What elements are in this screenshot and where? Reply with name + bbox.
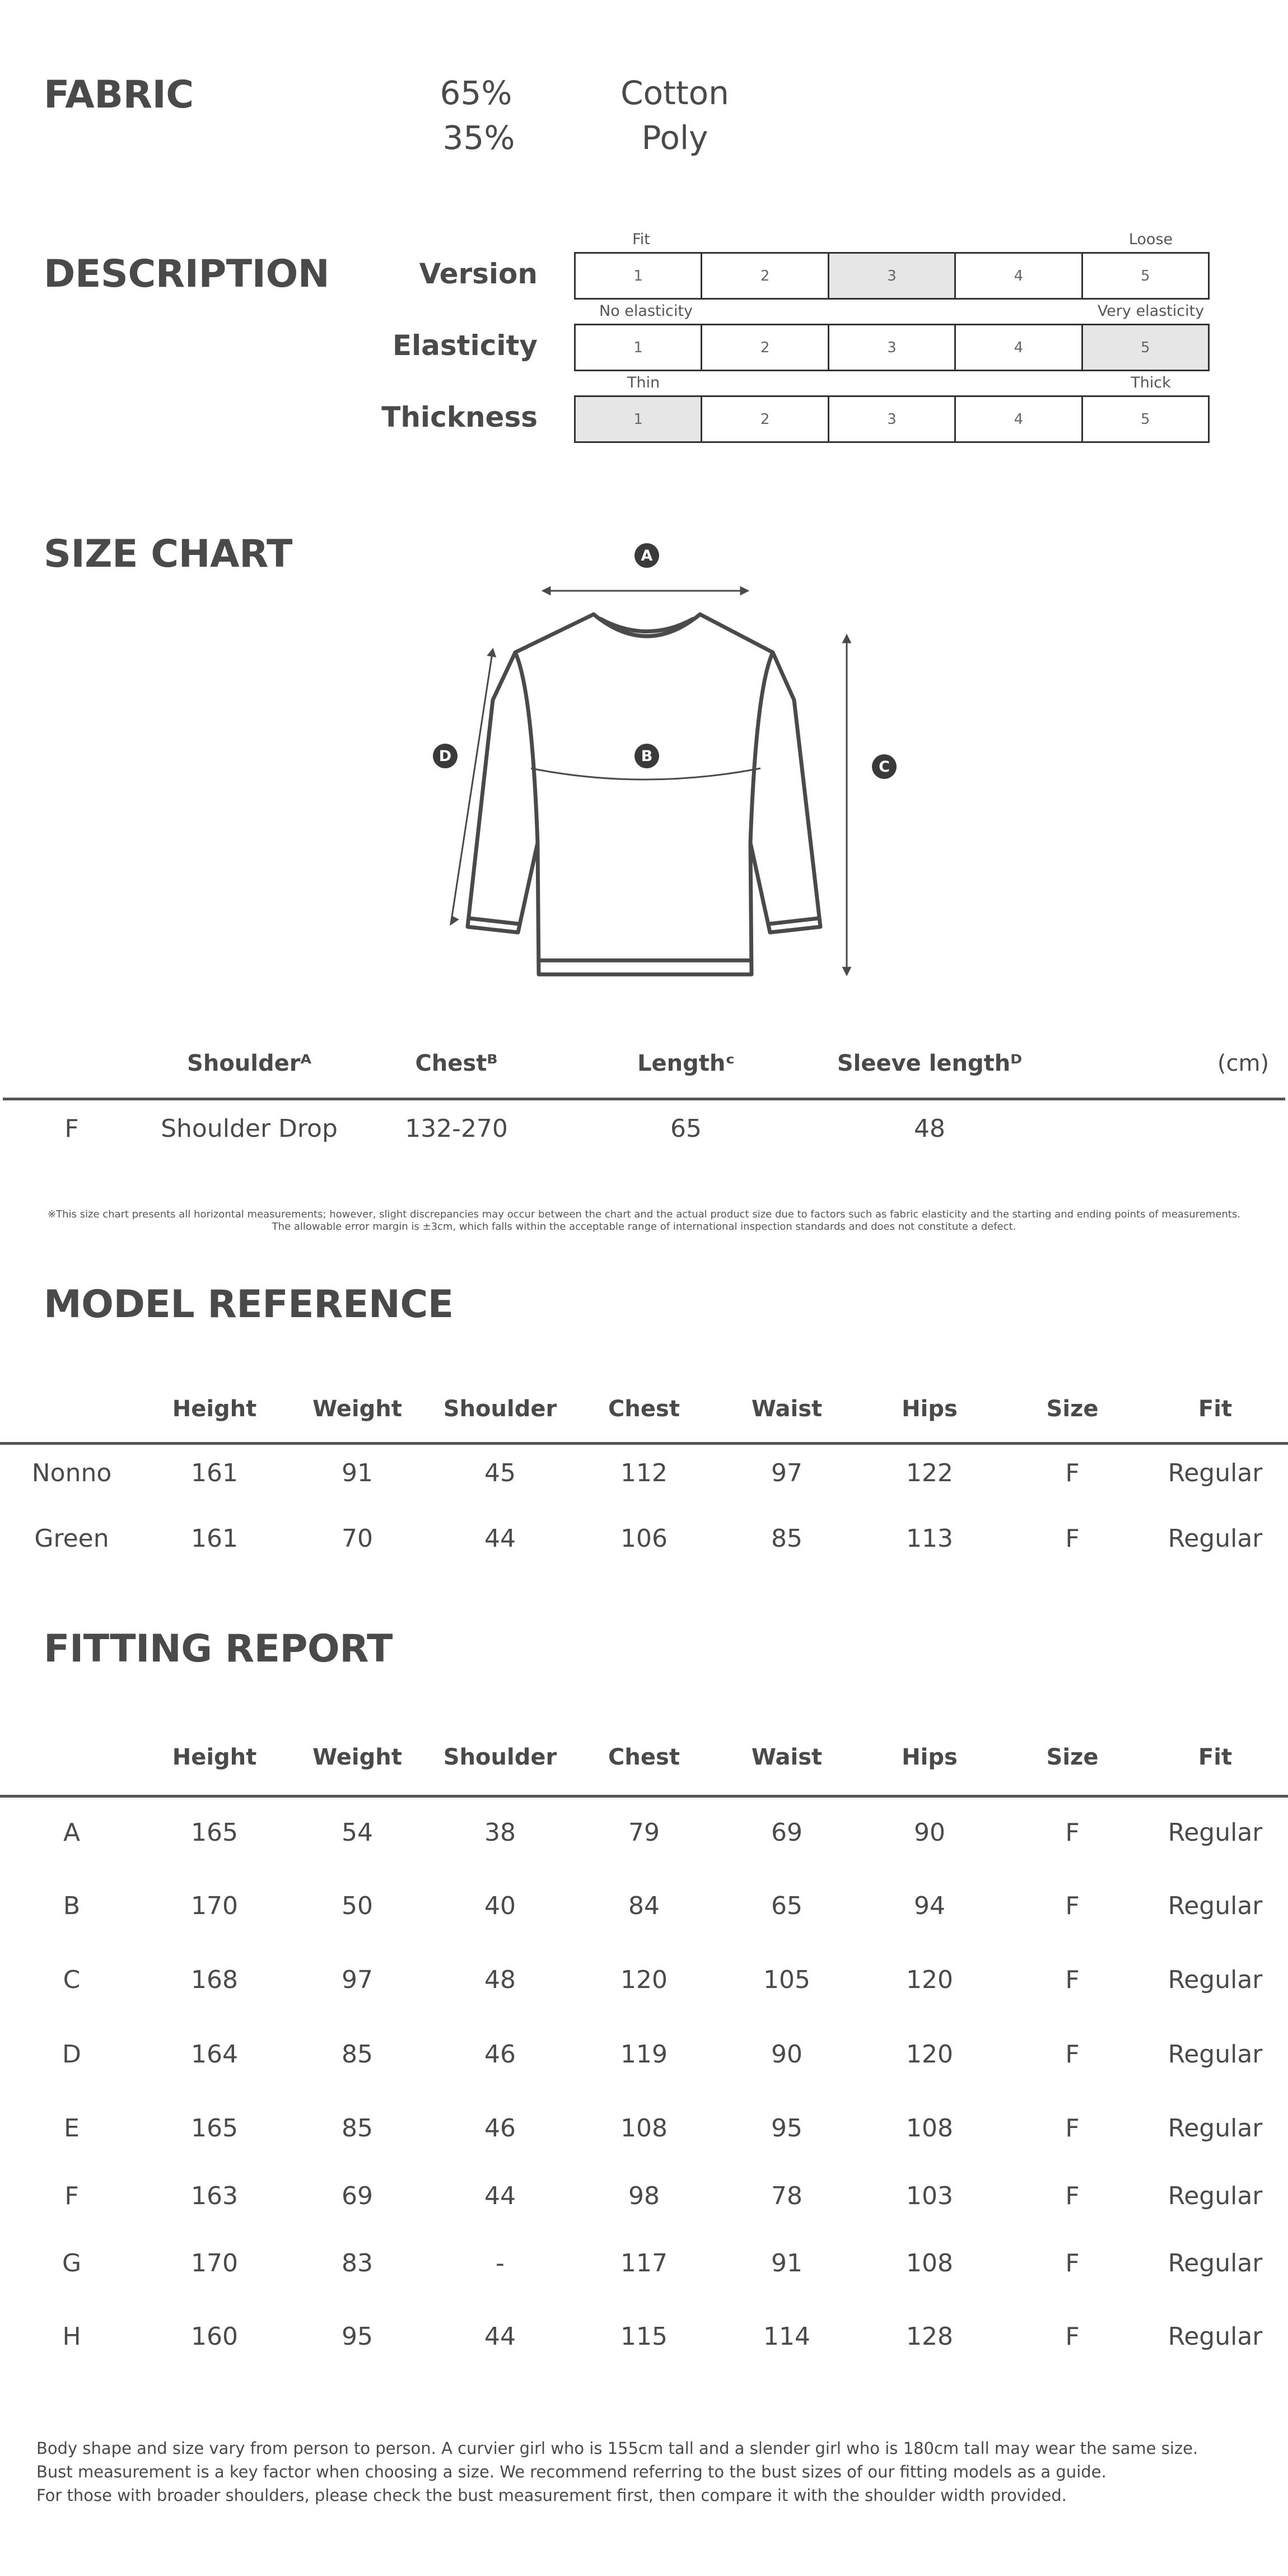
table-cell: 54 [342,1818,373,1847]
table-cell: 97 [342,1966,373,1994]
size-cell-length: 65 [670,1114,702,1143]
table-cell: Regular [1168,1818,1263,1847]
table-cell: 45 [484,1459,516,1487]
model-reference-title: MODEL REFERENCE [44,1282,454,1327]
model-reference-header-weight: Weight [312,1396,402,1422]
badge-a: A [634,543,659,568]
sweater-armhole-right [750,652,773,843]
table-cell: F [64,2182,79,2210]
table-cell: 46 [484,2114,516,2143]
table-cell: 91 [771,2249,802,2278]
scale-cell-4: 4 [956,325,1082,370]
fitting-report-header-size: Size [1046,1744,1099,1770]
fabric-title: FABRIC [44,73,194,117]
table-cell: B [63,1892,81,1920]
fabric-material-2: Poly [641,119,708,157]
table-cell: Green [34,1524,109,1553]
description-label-1: Version [419,258,538,290]
table-cell: 85 [771,1524,802,1553]
description-scale-3 [574,395,1210,443]
table-cell: 106 [620,1524,668,1553]
table-cell: - [496,2249,505,2278]
footer-line-1: Body shape and size vary from person to person. A curvier girl who is 155cm tall and a slender girl who is 180cm tall may wear the same size. [36,2439,1198,2458]
fabric-material-1: Cotton [620,74,729,112]
table-cell: 170 [191,1892,238,1920]
description-label-2: Elasticity [392,329,538,362]
table-cell: 165 [191,2114,238,2143]
table-cell: Regular [1168,2040,1263,2069]
size-header-sleeve: Sleeve lengthᴰ [837,1051,1023,1076]
table-cell: Regular [1168,1459,1263,1487]
model-reference-header-waist: Waist [751,1396,823,1422]
table-cell: 38 [484,1818,516,1847]
sweater-cuff-right [768,918,818,924]
model-reference-header-size: Size [1046,1396,1099,1422]
badge-b: B [634,744,659,768]
scale-cell-4: 4 [956,397,1082,441]
table-cell: F [1065,2182,1080,2210]
table-cell: 78 [771,2182,802,2210]
table-cell: F [1065,1818,1080,1847]
fitting-report-divider [0,1795,1288,1798]
model-reference-header-hips: Hips [902,1396,958,1422]
scale-cell-2: 2 [702,397,829,441]
table-cell: 44 [484,1524,516,1553]
table-cell: F [1065,2114,1080,2143]
size-chart-title: SIZE CHART [44,532,292,576]
table-cell: Regular [1168,2322,1263,2351]
table-cell: 48 [484,1966,516,1994]
table-cell: 163 [191,2182,238,2210]
scale-cell-5: 5 [1141,267,1150,284]
table-cell: 114 [763,2322,810,2351]
table-cell: A [63,1818,81,1847]
table-cell: 170 [191,2249,238,2278]
fabric-percent-2: 35% [442,119,515,157]
footer-line-3: For those with broader shoulders, please check the bust measurement first, then compare it with the shoulder width provided. [36,2486,1067,2505]
chest-measure-line [531,768,760,780]
table-cell: 120 [906,1966,953,1994]
table-cell: C [63,1966,81,1994]
table-cell: 65 [771,1892,802,1920]
table-cell: 84 [628,1892,660,1920]
table-cell: 120 [906,2040,953,2069]
description-low-caption-2: No elasticity [599,302,693,320]
size-note-line2: The allowable error margin is ±3cm, which falls within the acceptable range of international inspection standards and does not constitute a defect. [272,1221,1016,1233]
table-cell: 108 [906,2114,953,2143]
table-cell: E [64,2114,80,2143]
table-cell: 105 [763,1966,810,1994]
scale-cell-3: 3 [829,254,956,298]
scale-cell-3: 3 [829,397,956,441]
model-reference-header-fit: Fit [1198,1396,1233,1422]
size-header-shoulder: Shoulderᴬ [187,1051,311,1076]
size-unit: (cm) [1217,1051,1270,1076]
table-cell: 69 [771,1818,802,1847]
description-high-caption-3: Thick [1131,374,1171,391]
table-cell: 70 [342,1524,373,1553]
fitting-report-header-fit: Fit [1198,1744,1233,1770]
description-high-caption-2: Very elasticity [1097,302,1205,320]
description-scale-2 [574,324,1210,371]
fitting-report-title: FITTING REPORT [44,1627,393,1671]
footer-line-2: Bust measurement is a key factor when choosing a size. We recommend referring to the bust sizes of our fitting models as a guide. [36,2462,1107,2481]
table-cell: 95 [771,2114,802,2143]
description-title: DESCRIPTION [44,252,330,296]
table-cell: Regular [1168,1524,1263,1553]
table-cell: Regular [1168,2249,1263,2278]
table-cell: 108 [620,2114,668,2143]
table-cell: 161 [191,1524,238,1553]
fitting-report-header-height: Height [172,1744,257,1770]
description-label-3: Thickness [381,401,538,433]
table-cell: 90 [914,1818,945,1847]
table-cell: F [1065,1966,1080,1994]
size-cell-chest: 132-270 [405,1114,508,1143]
table-cell: 112 [620,1459,668,1487]
size-header-length: Lengthᶜ [637,1051,735,1076]
table-cell: 128 [906,2322,953,2351]
table-cell: Regular [1168,2114,1263,2143]
scale-cell-1: 1 [576,325,702,370]
size-header-chest: Chestᴮ [415,1051,498,1076]
table-cell: 97 [771,1459,802,1487]
table-cell: 165 [191,1818,238,1847]
description-low-caption-1: Fit [632,231,650,248]
table-cell: 44 [484,2182,516,2210]
table-cell: 69 [342,2182,373,2210]
scale-cell-4: 4 [956,254,1082,298]
table-cell: F [1065,1892,1080,1920]
fitting-report-header-waist: Waist [751,1744,823,1770]
table-cell: 98 [628,2182,660,2210]
table-cell: 168 [191,1966,238,1994]
table-cell: 83 [342,2249,373,2278]
table-cell: 95 [342,2322,373,2351]
sweater-armhole-left [515,652,538,843]
table-cell: 113 [906,1524,953,1553]
table-cell: 85 [342,2114,373,2143]
description-low-caption-3: Thin [627,374,660,391]
model-reference-header-height: Height [172,1396,257,1422]
scale-cell-1: 1 [576,254,702,298]
table-cell: F [1065,2249,1080,2278]
table-cell: 103 [906,2182,953,2210]
table-cell: 122 [906,1459,953,1487]
size-table-divider [3,1098,1285,1100]
table-cell: Regular [1168,2182,1263,2210]
size-cell-sleeve: 48 [914,1114,945,1143]
table-cell: F [1065,1524,1080,1553]
description-high-caption-1: Loose [1128,231,1173,248]
table-cell: 119 [620,2040,668,2069]
table-cell: 160 [191,2322,238,2351]
scale-cell-1: 1 [576,397,702,441]
table-cell: F [1065,2322,1080,2351]
fitting-report-header-shoulder: Shoulder [443,1744,557,1770]
table-cell: 120 [620,1966,668,1994]
fabric-percent-1: 65% [440,74,512,112]
fitting-report-header-chest: Chest [608,1744,680,1770]
fitting-report-header-hips: Hips [902,1744,958,1770]
size-cell-shoulder: Shoulder Drop [161,1114,338,1143]
scale-cell-5: 5 [1083,325,1208,370]
table-cell: Regular [1168,1966,1263,1994]
table-cell: 90 [771,2040,802,2069]
table-cell: 117 [620,2249,668,2278]
table-cell: 46 [484,2040,516,2069]
table-cell: 161 [191,1459,238,1487]
scale-cell-2: 2 [702,325,829,370]
table-cell: F [1065,1459,1080,1487]
table-cell: Nonno [31,1459,112,1487]
table-cell: 40 [484,1892,516,1920]
badge-d: D [433,744,458,768]
table-cell: G [62,2249,82,2278]
table-cell: 44 [484,2322,516,2351]
size-note-line1: ※This size chart presents all horizontal measurements; however, slight discrepancies may occur between the chart and the actual product size due to factors such as fabric elasticity and the starting and ending points of measurements. [48,1208,1240,1220]
table-cell: Regular [1168,1892,1263,1920]
size-cell-size: F [64,1114,79,1143]
table-cell: 94 [914,1892,945,1920]
table-cell: 85 [342,2040,373,2069]
sweater-cuff-left [470,918,520,924]
table-cell: 50 [342,1892,373,1920]
table-cell: 79 [628,1818,660,1847]
badge-c: C [872,754,897,779]
table-cell: F [1065,2040,1080,2069]
table-cell: 108 [906,2249,953,2278]
table-cell: 115 [620,2322,668,2351]
scale-cell-2: 2 [702,254,829,298]
model-reference-header-shoulder: Shoulder [443,1396,557,1422]
scale-cell-5: 5 [1141,410,1150,428]
model-reference-header-chest: Chest [608,1396,680,1422]
table-cell: H [62,2322,81,2351]
table-cell: 91 [342,1459,373,1487]
model-reference-divider [0,1442,1288,1445]
scale-cell-3: 3 [829,325,956,370]
table-cell: 164 [191,2040,238,2069]
description-scale-1 [574,252,1210,300]
fitting-report-header-weight: Weight [312,1744,402,1770]
table-cell: D [62,2040,81,2069]
